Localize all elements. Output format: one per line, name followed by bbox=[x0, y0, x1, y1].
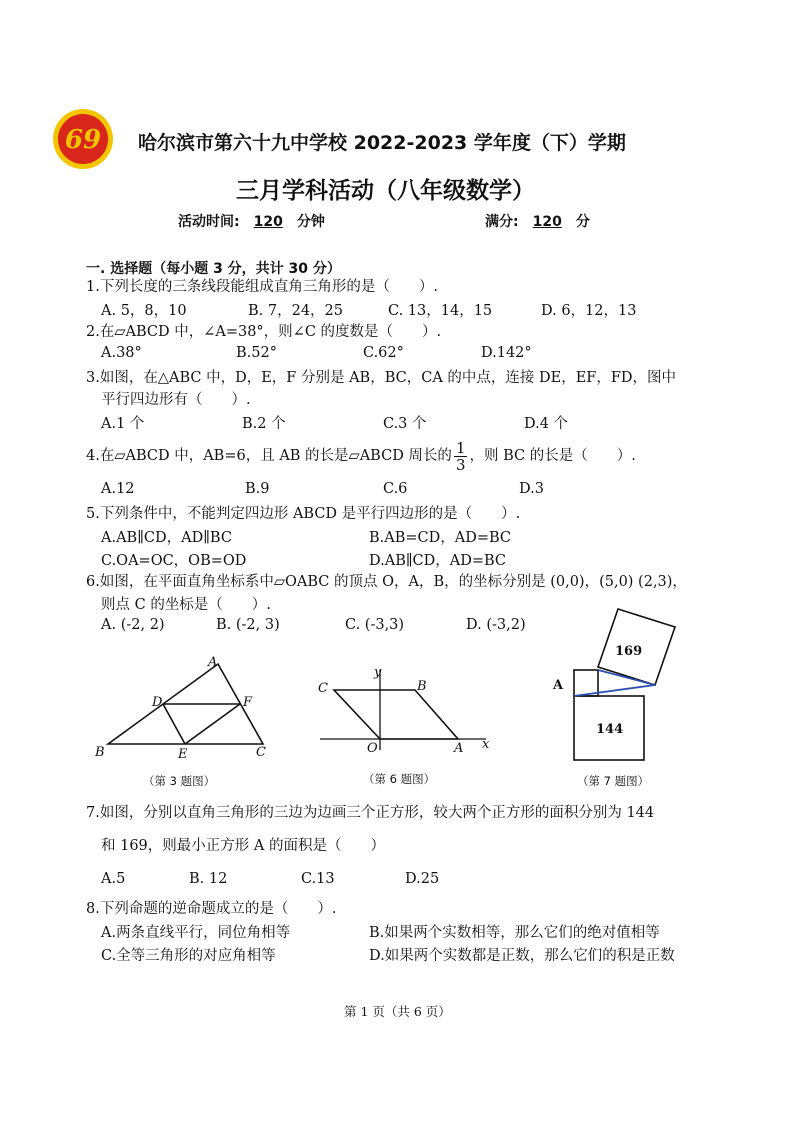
time-unit: 分钟 bbox=[296, 214, 325, 230]
q1-option-a: A. 5，8，10 bbox=[101, 303, 187, 319]
fig7-hypotenuse-line bbox=[574, 685, 655, 696]
q4-stem-after: ，则 BC 的长是（ ）. bbox=[469, 448, 636, 464]
score-info bbox=[485, 211, 590, 231]
q3-option-b: B.2 个 bbox=[242, 416, 286, 432]
q4-option-a: A.12 bbox=[101, 481, 135, 497]
q7-option-c: C.13 bbox=[301, 871, 335, 887]
q3-option-a: A.1 个 bbox=[101, 416, 145, 432]
fig3-label-e: E bbox=[178, 747, 188, 762]
q6-stem: 6.如图，在平面直角坐标系中▱OABC 的顶点 O，A，B，的坐标分别是 (0,0)，(5,0) (2,3)， bbox=[86, 574, 687, 590]
q1-option-d: D. 6，12，13 bbox=[541, 303, 637, 319]
fig3-caption: （第 3 题图） bbox=[143, 774, 216, 788]
fig6-label-o: O bbox=[367, 741, 378, 756]
q2-option-d: D.142° bbox=[481, 345, 532, 361]
exam-title: 三月学科活动（八年级数学） bbox=[236, 178, 535, 204]
q6-option-d: D. (-3,2) bbox=[466, 617, 526, 633]
fig6-label-x: x bbox=[482, 737, 490, 752]
school-title: 哈尔滨市第六十九中学校 2022-2023 学年度（下）学期 bbox=[138, 132, 626, 154]
fig3-label-b: B bbox=[95, 745, 105, 760]
fig3-segment-de bbox=[163, 704, 185, 744]
q4-fraction bbox=[454, 440, 468, 473]
fig6-parallelogram bbox=[334, 690, 458, 739]
q7-stem-line2: 和 169，则最小正方形 A 的面积是（ ） bbox=[101, 838, 385, 854]
q5-option-b: B.AB=CD，AD=BC bbox=[369, 530, 512, 546]
q1-option-c: C. 13，14，15 bbox=[388, 303, 493, 319]
fig7-square-a bbox=[574, 670, 598, 696]
fig3-segment-ef bbox=[185, 704, 240, 744]
q8-option-d: D.如果两个实数都是正数，那么它们的积是正数 bbox=[369, 948, 675, 964]
figure-6 bbox=[310, 660, 500, 760]
fig3-label-a: A bbox=[208, 655, 218, 670]
fig6-label-c: C bbox=[318, 681, 328, 696]
q6-option-c: C. (-3,3) bbox=[345, 617, 405, 633]
q7-option-a: A.5 bbox=[101, 871, 126, 887]
q5-stem: 5.下列条件中，不能判定四边形 ABCD 是平行四边形的是（ ）. bbox=[86, 506, 521, 522]
q3-stem-line2: 平行四边形有（ ）. bbox=[101, 392, 251, 408]
time-value: 120 bbox=[253, 214, 283, 230]
q2-option-b: B.52° bbox=[236, 345, 277, 361]
q6-option-a: A. (-2, 2) bbox=[101, 617, 165, 633]
page-footer: 第 1 页（共 6 页） bbox=[344, 1004, 451, 1019]
school-logo bbox=[52, 108, 114, 170]
fig3-label-c: C bbox=[256, 745, 266, 760]
q6-stem-line2: 则点 C 的坐标是（ ）. bbox=[101, 597, 271, 613]
q4-stem-before: 4.在▱ABCD 中，AB=6，且 AB 的长是▱ABCD 周长的 bbox=[86, 448, 452, 464]
q4-frac-den: 3 bbox=[455, 455, 466, 474]
q8-option-b: B.如果两个实数相等，那么它们的绝对值相等 bbox=[369, 925, 660, 941]
fig7-label-169: 169 bbox=[615, 644, 643, 659]
q8-option-c: C.全等三角形的对应角相等 bbox=[101, 948, 276, 964]
q4-option-d: D.3 bbox=[519, 481, 544, 497]
svg-text:69: 69 bbox=[64, 125, 102, 155]
q7-option-d: D.25 bbox=[405, 871, 440, 887]
logo-icon bbox=[52, 108, 114, 170]
figure-7 bbox=[540, 607, 710, 767]
q4-option-b: B.9 bbox=[245, 481, 270, 497]
q2-option-a: A.38° bbox=[101, 345, 142, 361]
q4-stem bbox=[86, 436, 636, 476]
time-info bbox=[178, 211, 325, 231]
q5-option-c: C.OA=OC，OB=OD bbox=[101, 553, 247, 569]
fig7-label-144: 144 bbox=[596, 722, 624, 737]
q4-option-c: C.6 bbox=[383, 481, 408, 497]
score-unit: 分 bbox=[575, 214, 590, 230]
q3-option-c: C.3 个 bbox=[383, 416, 427, 432]
fig3-label-f: F bbox=[243, 695, 253, 710]
q8-option-a: A.两条直线平行，同位角相等 bbox=[101, 925, 291, 941]
score-value: 120 bbox=[532, 214, 562, 230]
fig6-label-y: y bbox=[374, 665, 382, 680]
q1-option-b: B. 7，24，25 bbox=[248, 303, 344, 319]
fig6-label-a: A bbox=[454, 741, 464, 756]
q5-option-d: D.AB∥CD，AD=BC bbox=[369, 553, 507, 569]
q3-option-d: D.4 个 bbox=[524, 416, 569, 432]
fig7-label-a: A bbox=[553, 678, 564, 693]
fig6-caption: （第 6 题图） bbox=[363, 772, 436, 786]
q4-frac-num: 1 bbox=[455, 438, 466, 457]
q2-stem: 2.在▱ABCD 中，∠A=38°，则∠C 的度数是（ ）. bbox=[86, 324, 442, 340]
fig7-blue-line bbox=[598, 670, 655, 685]
score-label: 满分: bbox=[485, 214, 519, 230]
q1-stem: 1.下列长度的三条线段能组成直角三角形的是（ ）. bbox=[86, 279, 438, 295]
q6-option-b: B. (-2, 3) bbox=[216, 617, 280, 633]
time-label: 活动时间: bbox=[178, 214, 240, 230]
fig7-caption: （第 7 题图） bbox=[577, 774, 650, 788]
q5-option-a: A.AB∥CD，AD∥BC bbox=[101, 530, 232, 546]
q8-stem: 8.下列命题的逆命题成立的是（ ）. bbox=[86, 901, 337, 917]
q7-stem: 7.如图，分别以直角三角形的三边为边画三个正方形，较大两个正方形的面积分别为 144 bbox=[86, 805, 655, 821]
q7-option-b: B. 12 bbox=[189, 871, 228, 887]
figure-3 bbox=[90, 650, 280, 770]
section-title: 一. 选择题（每小题 3 分，共计 30 分） bbox=[86, 261, 341, 277]
fig3-label-d: D bbox=[152, 695, 163, 710]
q2-option-c: C.62° bbox=[363, 345, 404, 361]
q3-stem: 3.如图，在△ABC 中，D，E，F 分别是 AB，BC，CA 的中点，连接 DE，EF，FD，图中 bbox=[86, 370, 677, 386]
fig6-label-b: B bbox=[417, 679, 427, 694]
